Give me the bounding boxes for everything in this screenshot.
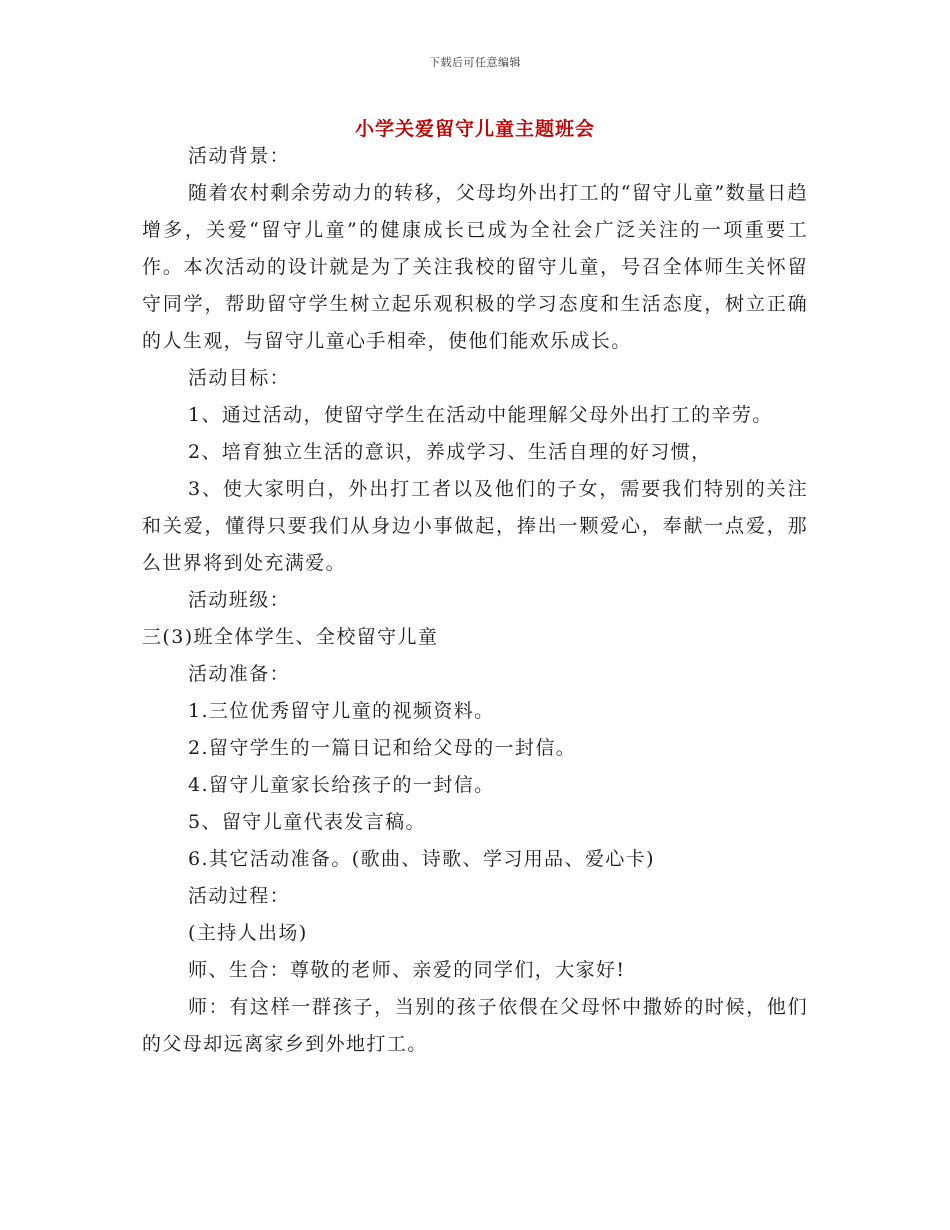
goal-item-1: 1、通过活动，使留守学生在活动中能理解父母外出打工的辛劳。 [188,404,773,426]
prep-item-2: 2.留守学生的一篇日记和给父母的一封信。 [188,737,577,759]
prep-heading: 活动准备： [188,663,291,685]
class-heading: 活动班级： [188,589,291,611]
class-text: 三(3)班全体学生、全校留守儿童 [142,626,439,648]
process-teacher: 师：有这样一群孩子，当别的孩子依偎在父母怀中撒娇的时候，他们的父母却远离家乡到外地打工。 [142,996,808,1055]
goal-item-2: 2、培育独立生活的意识，养成学习、生活自理的好习惯， [188,441,712,463]
prep-item-5: 5、留守儿童代表发言稿。 [188,811,426,833]
background-heading: 活动背景： [188,145,291,167]
document-body [142,138,808,1063]
prep-item-1: 1.三位优秀留守儿童的视频资料。 [188,700,495,722]
document-title: 小学关爱留守儿童主题班会 [354,118,595,140]
background-paragraph: 随着农村剩余劳动力的转移，父母均外出打工的“留守儿童”数量日趋增多，关爱“留守儿童”的健康成长已成为全社会广泛关注的一项重要工作。本次活动的设计就是为了关注我校的留守儿童，号召全体师生关怀留守同学，帮助留守学生树立起乐观积极的学习态度和生活态度，树立正确的人生观，与留守儿童心手相牵，使他们能欢乐成长。 [142,182,808,352]
process-greeting: 师、生合：尊敬的老师、亲爱的同学们，大家好! [188,959,626,981]
prep-item-4: 4.留守儿童家长给孩子的一封信。 [188,774,495,796]
header-note: 下载后可任意编辑 [429,56,521,69]
process-host: (主持人出场) [188,922,308,944]
goal-item-3: 3、使大家明白，外出打工者以及他们的子女，需要我们特别的关注和关爱，懂得只要我们从身边小事做起，捧出一颗爱心，奉献一点爱，那么世界将到处充满爱。 [142,478,808,574]
prep-item-6: 6.其它活动准备。(歌曲、诗歌、学习用品、爱心卡) [188,848,655,870]
process-heading: 活动过程： [188,885,291,907]
goal-heading: 活动目标： [188,367,291,389]
